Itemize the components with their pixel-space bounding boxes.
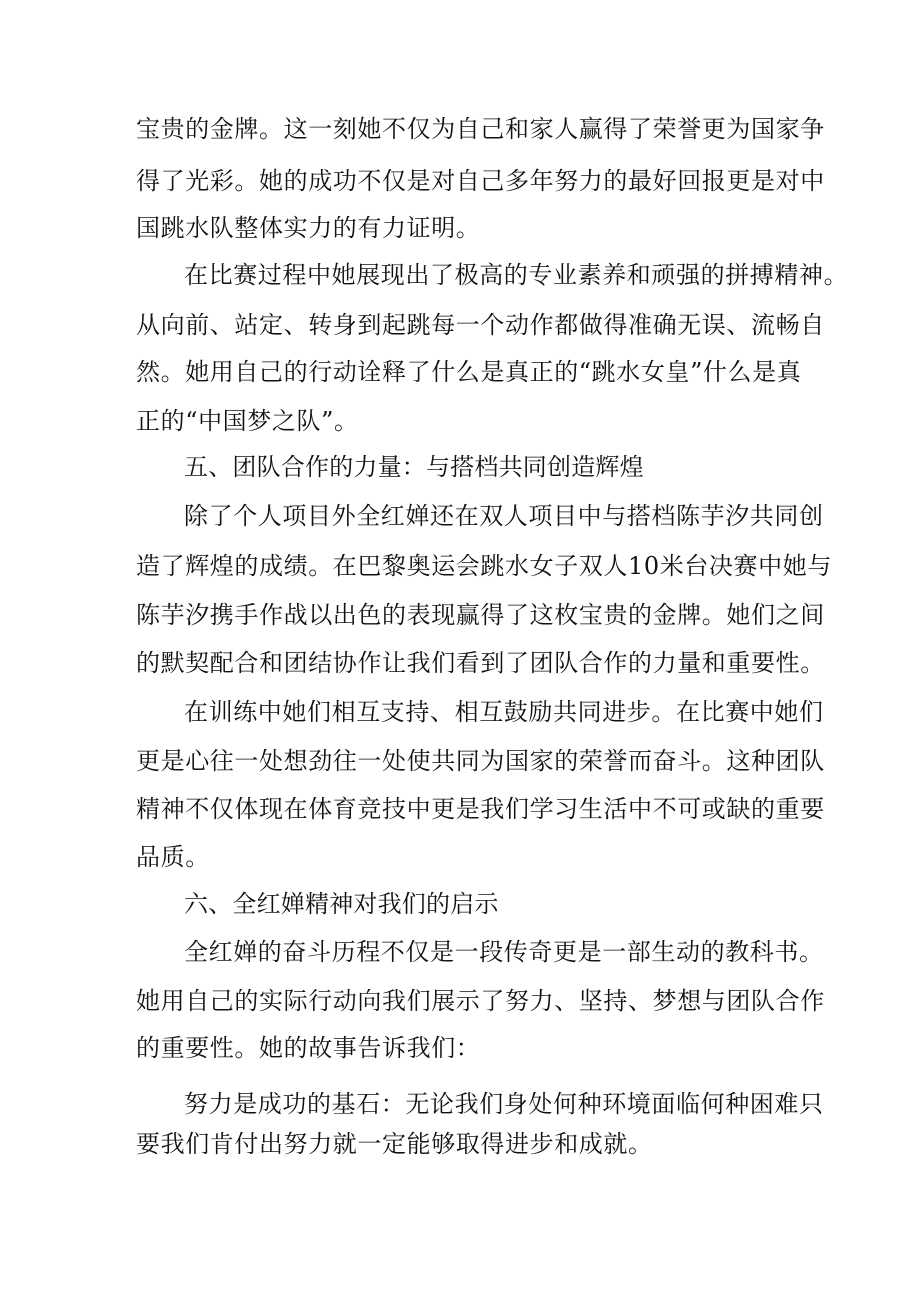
paragraph-line: 的默契配合和团结协作让我们看到了团队合作的力量和重要性。 xyxy=(136,649,825,677)
paragraph-line: 的重要性。她的故事告诉我们： xyxy=(136,1034,481,1062)
paragraph-line: 从向前、站定、转身到起跳每一个动作都做得准确无误、流畅自 xyxy=(136,311,825,339)
paragraph-line: 精神不仅体现在体育竞技中更是我们学习生活中不可或缺的重要 xyxy=(136,795,825,823)
paragraph-line: 造了辉煌的成绩。在巴黎奥运会跳水女子双人10米台决赛中她与 xyxy=(136,552,832,580)
paragraph-line: 除了个人项目外全红婵还在双人项目中与搭档陈芋汐共同创 xyxy=(184,502,824,530)
paragraph-line: 在训练中她们相互支持、相互鼓励共同进步。在比赛中她们 xyxy=(184,698,824,726)
paragraph-line: 更是心往一处想劲往一处使共同为国家的荣誉而奋斗。这种团队 xyxy=(136,747,825,775)
paragraph-line: 在比赛过程中她展现出了极高的专业素养和顽强的拼搏精神。 xyxy=(184,261,849,289)
paragraph-line: 宝贵的金牌。这一刻她不仅为自己和家人赢得了荣誉更为国家争 xyxy=(136,115,825,143)
paragraph-line: 国跳水队整体实力的有力证明。 xyxy=(136,214,481,242)
paragraph-line: 努力是成功的基石：无论我们身处何种环境面临何种困难只 xyxy=(184,1090,824,1118)
paragraph-line: 得了光彩。她的成功不仅是对自己多年努力的最好回报更是对中 xyxy=(136,167,825,195)
paragraph-line: 她用自己的实际行动向我们展示了努力、坚持、梦想与团队合作 xyxy=(136,987,825,1015)
paragraph-line: 品质。 xyxy=(136,843,210,871)
paragraph-line: 正的“中国梦之队”。 xyxy=(136,407,359,435)
paragraph-line: 然。她用自己的行动诠释了什么是真正的“跳水女皇”什么是真 xyxy=(136,358,802,386)
paragraph-line: 陈芋汐携手作战以出色的表现赢得了这枚宝贵的金牌。她们之间 xyxy=(136,601,825,629)
section-heading: 五、团队合作的力量：与搭档共同创造辉煌 xyxy=(184,453,644,481)
paragraph-line: 要我们肯付出努力就一定能够取得进步和成就。 xyxy=(136,1130,653,1158)
section-heading: 六、全红婵精神对我们的启示 xyxy=(184,890,499,918)
paragraph-line: 全红婵的奋斗历程不仅是一段传奇更是一部生动的教科书。 xyxy=(184,938,824,966)
